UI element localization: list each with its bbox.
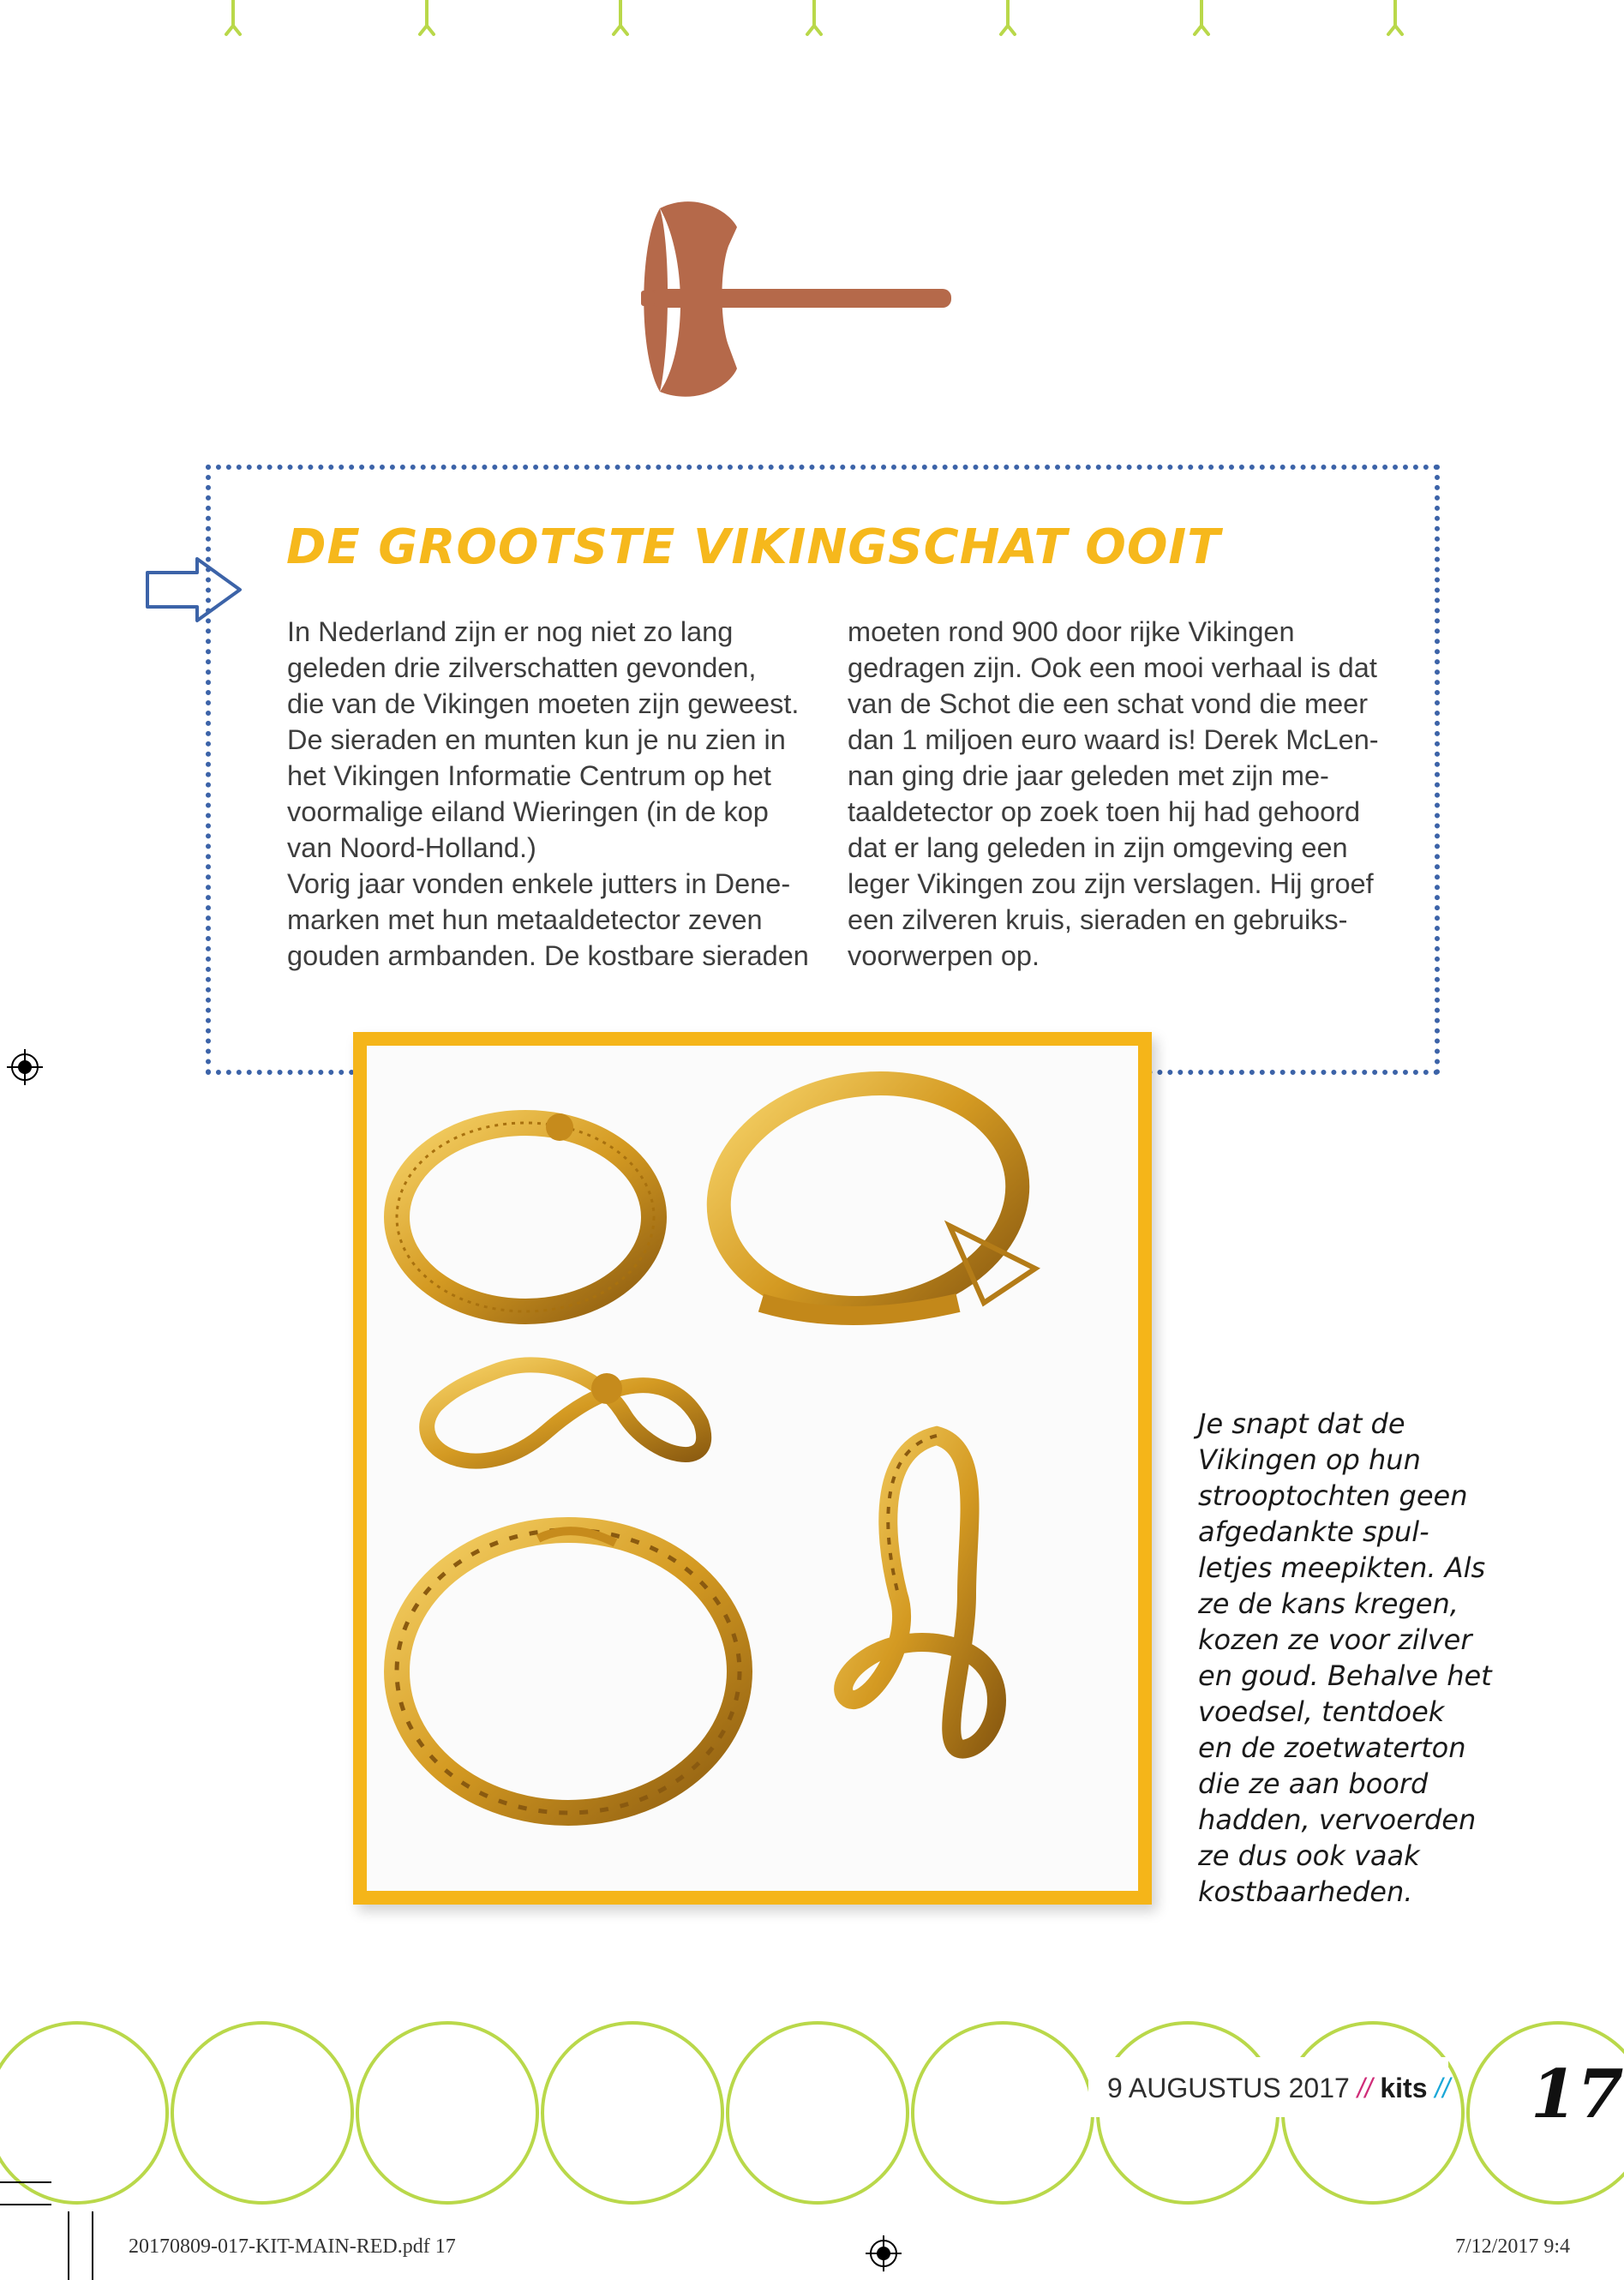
text-line: gedragen zijn. Ook een mooi verhaal is dat bbox=[848, 652, 1377, 683]
caption-line: ze dus ook vaak bbox=[1198, 1839, 1420, 1872]
text-line: In Nederland zijn er nog niet zo lang bbox=[287, 616, 734, 647]
arrow-right-icon bbox=[144, 555, 245, 624]
brand-name: kits bbox=[1380, 2073, 1428, 2103]
text-line: van de Schot die een schat vond die meer bbox=[848, 688, 1369, 719]
issue-date: 9 AUGUSTUS 2017 bbox=[1107, 2073, 1350, 2103]
caption-line: en de zoetwaterton bbox=[1198, 1731, 1466, 1764]
text-line: Vorig jaar vonden enkele jutters in Dene- bbox=[287, 868, 791, 899]
text-line: voormalige eiland Wieringen (in de kop bbox=[287, 796, 769, 827]
caption-line: strooptochten geen bbox=[1198, 1479, 1468, 1512]
caption-line: Je snapt dat de bbox=[1198, 1407, 1405, 1440]
registration-mark-icon bbox=[7, 1049, 43, 1085]
caption-line: kozen ze voor zilver bbox=[1198, 1623, 1472, 1656]
caption-line: kostbaarheden. bbox=[1198, 1875, 1413, 1908]
text-line: taaldetector op zoek toen hij had gehoord bbox=[848, 796, 1361, 827]
article-column-right bbox=[848, 614, 1405, 974]
axe-icon bbox=[634, 193, 960, 407]
text-line: marken met hun metaaldetector zeven bbox=[287, 904, 763, 935]
crop-marks bbox=[0, 2177, 103, 2280]
text-line: dat er lang geleden in zijn omgeving een bbox=[848, 832, 1348, 863]
caption-line: hadden, vervoerden bbox=[1198, 1803, 1477, 1836]
slug-file: 20170809-017-KIT-MAIN-RED.pdf bbox=[129, 2235, 430, 2258]
caption-line: voedsel, tentdoek bbox=[1198, 1695, 1445, 1728]
article-title: DE GROOTSTE VIKINGSCHAT OOIT bbox=[286, 519, 1221, 575]
bracelets-photo bbox=[353, 1032, 1152, 1905]
text-line: De sieraden en munten kun je nu zien in bbox=[287, 724, 786, 755]
text-line: geleden drie zilverschatten gevonden, bbox=[287, 652, 757, 683]
text-line: van Noord-Holland.) bbox=[287, 832, 536, 863]
footer-issue-line bbox=[1107, 2073, 1450, 2104]
text-line: het Vikingen Informatie Centrum op het bbox=[287, 760, 771, 791]
caption-line: letjes meepikten. Als bbox=[1198, 1551, 1486, 1584]
text-line: nan ging drie jaar geleden met zijn me- bbox=[848, 760, 1329, 791]
slug-date: 7/12/2017 9:4 bbox=[1455, 2235, 1571, 2258]
slug-page: 17 bbox=[434, 2235, 456, 2258]
caption-line: afgedankte spul- bbox=[1198, 1515, 1429, 1548]
text-line: dan 1 miljoen euro waard is! Derek McLen- bbox=[848, 724, 1379, 755]
text-line: voorwerpen op. bbox=[848, 940, 1040, 971]
top-decoration bbox=[0, 0, 1581, 51]
article-column-left bbox=[287, 614, 836, 974]
text-line: leger Vikingen zou zijn verslagen. Hij groef bbox=[848, 868, 1374, 899]
text-line: een zilveren kruis, sieraden en gebruiks- bbox=[848, 904, 1348, 935]
separator: // bbox=[1357, 2073, 1373, 2103]
separator-trailing: // bbox=[1435, 2073, 1451, 2103]
gold-bracelets-image bbox=[367, 1046, 1138, 1891]
bottom-decoration bbox=[0, 2006, 1581, 2220]
caption-line: Vikingen op hun bbox=[1198, 1443, 1421, 1476]
caption-line: die ze aan boord bbox=[1198, 1767, 1429, 1800]
caption-line: en goud. Behalve het bbox=[1198, 1659, 1492, 1692]
text-line: gouden armbanden. De kostbare sieraden bbox=[287, 940, 809, 971]
text-line: moeten rond 900 door rijke Vikingen bbox=[848, 616, 1295, 647]
print-slug bbox=[129, 2235, 456, 2259]
photo-caption bbox=[1198, 1406, 1524, 1910]
caption-line: ze de kans kregen, bbox=[1198, 1587, 1459, 1620]
page-number: 17 bbox=[1531, 2055, 1624, 2133]
text-line: die van de Vikingen moeten zijn geweest. bbox=[287, 688, 800, 719]
registration-mark-icon bbox=[866, 2235, 902, 2271]
